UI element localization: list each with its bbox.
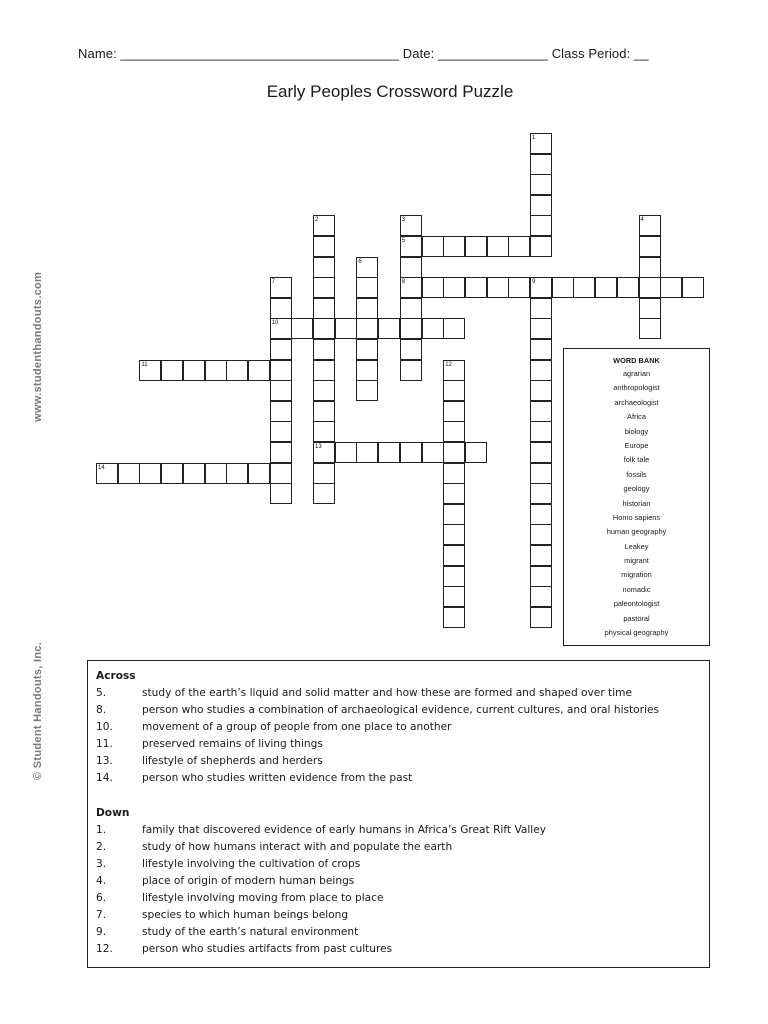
crossword-cell[interactable] [335,318,357,339]
page-title: Early Peoples Crossword Puzzle [266,82,514,101]
crossword-cell[interactable] [291,318,313,339]
crossword-cell[interactable] [530,504,552,525]
across-clue [96,702,709,719]
clue-text: study of the earth’s liquid and solid matter and how these are formed and shaped over time [142,687,632,699]
crossword-cell[interactable] [552,277,574,298]
crossword-cell[interactable] [205,463,227,484]
word-bank-entry: human geography [606,527,667,537]
crossword-cell[interactable] [530,215,552,236]
crossword-cell[interactable] [422,236,444,257]
crossword-cell[interactable] [639,298,661,319]
cell-number: 6 [358,258,362,265]
crossword-cell[interactable] [183,463,205,484]
down-clue [96,941,709,958]
down-heading: Down [96,807,130,819]
across-clue-list [96,685,709,787]
crossword-cell[interactable] [465,442,487,463]
crossword-cell[interactable] [530,318,552,339]
crossword-cell[interactable] [530,421,552,442]
crossword-cell[interactable] [443,586,465,607]
crossword-cell[interactable] [270,298,292,319]
cell-number: 4 [640,217,644,224]
clue-number: 13. [96,755,113,767]
crossword-cell[interactable] [443,607,465,628]
crossword-cell[interactable] [313,401,335,422]
word-bank-entry: geology [623,484,650,494]
crossword-cell[interactable] [356,380,378,401]
crossword-cell[interactable] [573,277,595,298]
down-clue [96,839,709,856]
copyright-watermark: © Student Handouts, Inc. [32,641,44,780]
word-bank-entry: folk tale [623,455,650,465]
crossword-cell[interactable] [487,236,509,257]
word-bank-entry: nomadic [622,584,651,594]
crossword-cell[interactable] [378,318,400,339]
clue-number: 4. [96,875,107,887]
word-bank-entry: Africa [627,412,646,422]
crossword-cell[interactable] [617,277,639,298]
clue-number: 12. [96,943,113,955]
down-clue [96,907,709,924]
clue-text: species to which human beings belong [142,909,349,921]
word-bank-entry: migration [621,570,652,580]
crossword-cell[interactable] [443,483,465,504]
crossword-cell[interactable] [356,360,378,381]
crossword-cell[interactable] [443,463,465,484]
clue-text: lifestyle of shepherds and herders [142,755,323,767]
crossword-cell[interactable] [205,360,227,381]
crossword-cell[interactable] [313,277,335,298]
clue-number: 3. [96,858,107,870]
crossword-cell[interactable] [335,442,357,463]
crossword-cell[interactable] [226,463,248,484]
word-bank-entry: fossils [626,469,647,479]
word-bank-title: WORD BANK [613,356,660,365]
word-bank-entry: physical geography [604,628,669,638]
crossword-cell[interactable] [248,463,270,484]
word-bank-entry: archaeologist [614,397,659,407]
clue-text: person who studies written evidence from the past [142,772,413,784]
crossword-cell[interactable] [465,277,487,298]
crossword-cell[interactable] [270,380,292,401]
crossword-cell[interactable] [313,463,335,484]
cell-number: 7 [271,279,275,286]
crossword-cell[interactable] [313,318,335,339]
crossword-cell[interactable] [443,277,465,298]
crossword-cell[interactable] [508,277,530,298]
cell-number: 11 [141,361,148,368]
clue-text: person who studies a combination of archaeological evidence, current cultures, and oral histories [142,704,660,716]
clue-number: 1. [96,824,107,836]
crossword-cell[interactable] [443,504,465,525]
clue-text: person who studies artifacts from past cultures [142,943,393,955]
crossword-cell[interactable] [313,339,335,360]
crossword-cell[interactable] [313,236,335,257]
down-clue [96,890,709,907]
cell-number: 8 [401,279,406,286]
cell-number: 1 [532,135,536,141]
crossword-cell[interactable] [639,318,661,339]
word-bank-entry: pastoral [623,613,650,623]
crossword-cell[interactable] [443,545,465,566]
cell-number: 2 [315,217,319,224]
crossword-cell[interactable] [313,360,335,381]
crossword-cell[interactable] [161,463,183,484]
word-bank [563,348,710,646]
across-clue [96,753,709,770]
crossword-cell[interactable] [530,360,552,381]
word-bank-entry: paleontologist [613,599,660,609]
crossword-cell[interactable] [660,277,682,298]
word-bank-entry: Europe [624,440,649,450]
word-bank-entry: historian [622,498,651,508]
clue-text: lifestyle involving the cultivation of crops [142,858,361,870]
crossword-cell[interactable] [443,318,465,339]
crossword-cell[interactable] [530,607,552,628]
cell-number: 14 [98,464,105,471]
cell-number: 12 [445,361,452,368]
crossword-cell[interactable] [530,524,552,545]
crossword-cell[interactable] [313,380,335,401]
cell-number: 5 [401,238,406,244]
clue-text: place of origin of modern human beings [142,875,355,887]
crossword-cell[interactable] [270,401,292,422]
crossword-cell[interactable] [530,545,552,566]
clue-text: preserved remains of living things [142,738,323,750]
crossword-cell[interactable] [530,566,552,587]
crossword-cell[interactable] [443,566,465,587]
clue-text: study of the earth’s natural environment [142,926,359,938]
crossword-cell[interactable] [530,483,552,504]
clue-number: 5. [96,687,107,699]
crossword-cell[interactable] [530,463,552,484]
crossword-cell[interactable] [183,360,205,381]
down-clue-list [96,822,709,958]
crossword-cell[interactable] [356,318,378,339]
across-clue [96,685,709,702]
crossword-cell[interactable] [465,236,487,257]
down-clue [96,856,709,873]
crossword-cell[interactable] [530,236,552,257]
word-bank-entry: anthropologist [613,383,660,393]
clue-text: study of how humans interact with and populate the earth [142,841,453,853]
crossword-cell[interactable] [595,277,617,298]
crossword-cell[interactable] [530,401,552,422]
crossword-cell[interactable] [400,318,422,339]
clue-text: family that discovered evidence of early humans in Africa’s Great Rift Valley [142,824,547,836]
cell-number: 10 [271,320,279,327]
crossword-cell[interactable] [270,360,292,381]
crossword-cell[interactable] [313,421,335,442]
crossword-cell[interactable] [270,483,292,504]
word-bank-list [564,367,709,640]
crossword-cell[interactable] [400,442,422,463]
crossword-cell[interactable] [639,236,661,257]
crossword-cell[interactable] [270,421,292,442]
clue-number: 8. [96,704,107,716]
clue-number: 7. [96,909,107,921]
crossword-cell[interactable] [682,277,704,298]
down-clue [96,822,709,839]
clue-number: 6. [96,892,107,904]
crossword-cell[interactable] [313,298,335,319]
crossword-cell[interactable] [422,277,444,298]
crossword-cell[interactable] [270,463,292,484]
crossword-cell[interactable] [443,236,465,257]
crossword-cell[interactable] [313,483,335,504]
crossword-cell[interactable] [356,339,378,360]
crossword-cell[interactable] [400,298,422,319]
word-bank-entry: agrarian [622,369,651,378]
across-clue [96,719,709,736]
crossword-cell[interactable] [161,360,183,381]
name-date-period-line: Name: ______________________________________ Date: _______________ Class Period: __ [78,46,649,61]
across-clue [96,736,709,753]
crossword-cell[interactable] [356,298,378,319]
clue-text: lifestyle involving moving from place to place [142,892,384,904]
clue-number: 2. [96,841,107,853]
crossword-cell[interactable] [530,298,552,319]
crossword-cell[interactable] [270,339,292,360]
clue-number: 11. [96,738,113,750]
crossword-cell[interactable] [443,524,465,545]
crossword-cell[interactable] [422,442,444,463]
crossword-cell[interactable] [313,257,335,278]
cell-number: 13 [315,444,322,450]
word-bank-entry: Homo sapiens [612,512,661,522]
crossword-cell[interactable] [139,463,161,484]
clue-number: 9. [96,926,107,938]
crossword-cell[interactable] [530,586,552,607]
down-clue [96,873,709,890]
crossword-cell[interactable] [530,154,552,175]
crossword-cell[interactable] [443,401,465,422]
crossword-cell[interactable] [356,442,378,463]
crossword-cell[interactable] [226,360,248,381]
crossword-cell[interactable] [530,442,552,463]
crossword-cell[interactable] [530,339,552,360]
clue-number: 10. [96,721,113,733]
crossword-cell[interactable] [530,195,552,216]
cell-number: 3 [401,217,406,224]
clue-number: 14. [96,772,113,784]
crossword-cell[interactable] [530,380,552,401]
down-clue [96,924,709,941]
word-bank-entry: Leakey [624,541,649,551]
word-bank-entry: migrant [624,556,649,566]
crossword-cell[interactable] [270,442,292,463]
crossword-cell[interactable] [443,442,465,463]
crossword-cell[interactable] [443,380,465,401]
across-clue [96,770,709,787]
crossword-cell[interactable] [639,277,661,298]
crossword-cell[interactable] [422,318,444,339]
crossword-cell[interactable] [118,463,140,484]
crossword-cell[interactable] [508,236,530,257]
crossword-cell[interactable] [443,421,465,442]
clue-text: movement of a group of people from one place to another [142,721,452,733]
word-bank-entry: biology [624,426,649,436]
crossword-cell[interactable] [487,277,509,298]
across-heading: Across [96,670,136,682]
clues-box [87,660,710,968]
crossword-cell[interactable] [356,277,378,298]
crossword-cell[interactable] [378,442,400,463]
crossword-cell[interactable] [400,360,422,381]
crossword-cell[interactable] [248,360,270,381]
crossword-cell[interactable] [639,257,661,278]
cell-number: 9 [532,279,536,286]
crossword-cell[interactable] [400,339,422,360]
crossword-cell[interactable] [530,174,552,195]
crossword-cell[interactable] [400,257,422,278]
website-watermark: www.studenthandouts.com [32,271,44,422]
